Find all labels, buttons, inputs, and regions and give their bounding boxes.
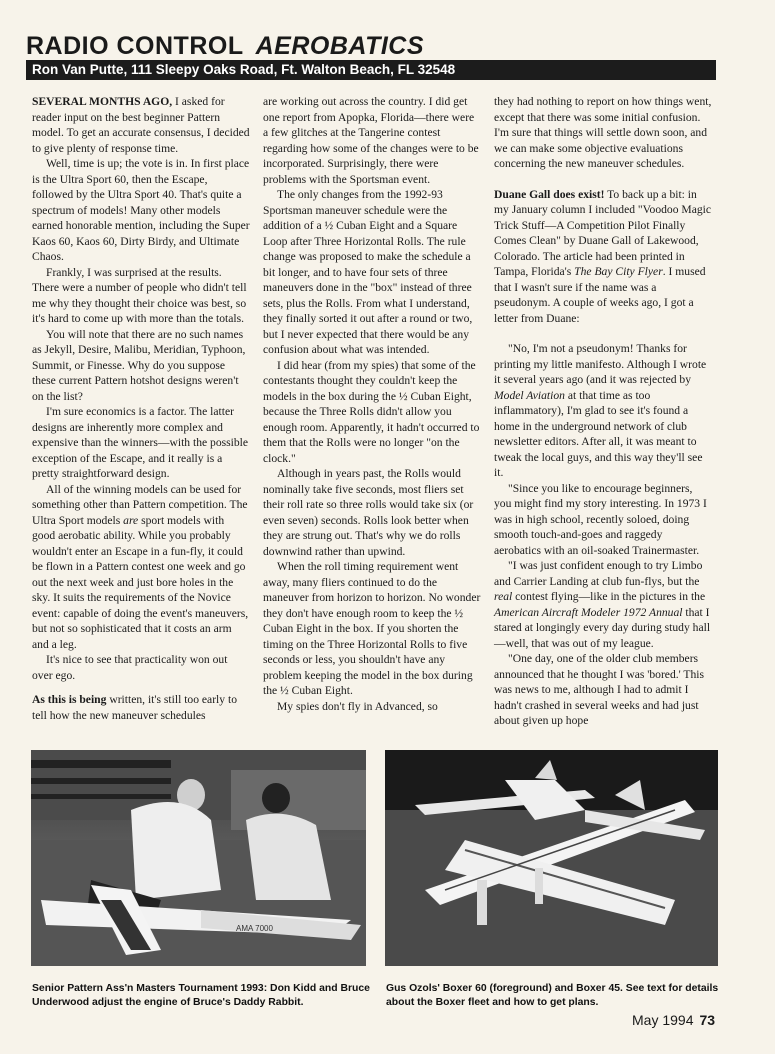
paragraph: "Since you like to encourage beginners, you might find my story interesting. In 1973 I was in high school, recently soloed, doing smooth touch-and-goes and raggedy aerobatics with an oil-soaked Trainermaster. — [494, 481, 707, 557]
paragraph: When the roll timing requirement went away, many fliers continued to do the maneuver from horizon to horizon. No wonder they don't have enough room to keep the ½ Cuban Eight in the box. If you shorten the timing on the Three Horizontal Rolls to five seconds or less, you shouldn't have any problem keeping the model in the box during the ½ Cuban Eight. — [263, 560, 481, 697]
paragraph-text: I asked for reader input on the best beginner Pattern model. To get an accurate consensus, I decided to give plenty of response time. — [32, 95, 250, 155]
paragraph: I'm sure economics is a factor. The latter designs are inherently more complex and expensive than the winners—with the possible exception of the Escape, and it really is a pretty straightforward design. — [32, 405, 249, 480]
lead-in: Duane Gall does exist! — [494, 187, 605, 201]
emphasis: are — [123, 513, 139, 527]
paragraph — [32, 94, 250, 156]
photo-caption-left: Senior Pattern Ass'n Masters Tournament 1993: Don Kidd and Bruce Underwood adjust the engine of Bruce's Daddy Rabbit. — [32, 983, 370, 1008]
lead-in: As this is being — [32, 693, 107, 706]
author-byline-bar — [26, 60, 716, 80]
paragraph-text: that I stared at longingly every day during study hall—well, that was out of my league. — [494, 605, 711, 650]
paragraph: I did hear (from my spies) that some of the contestants thought they couldn't keep the models in the box during the ½ Cuban Eight, because the Three Rolls didn't allow you enough room. Apparently, it hadn't occurred to them that the Rolls were no longer "on the clock." — [263, 358, 480, 465]
paragraph — [494, 341, 712, 481]
emphasis: American Aircraft Modeler 1972 Annual — [494, 605, 683, 619]
paragraph-text: "No, I'm not a pseudonym! Thanks for printing my little manifesto. Although I wrote it several years ago (and it was rejected by — [494, 342, 707, 386]
paragraph-text: sport models with good aerobatic ability. While you probably wouldn't enter an Escape in a fun-fly, it could be flown in a Pattern contest one week and go out the next week and just bore holes in the sky. It suits the requirements of the Novice event: capable of doing the event's maneuvers, but not so sophisticated that it costs an arm and a leg. — [32, 513, 249, 651]
paragraph-text: To back up a bit: in my January column I included "Voodoo Magic Trick Stuff—A Competition Pilot Finally Comes Clean" by Duane Gall of Lakewood, Colorado. The article had been printed in Tampa, Florida's — [494, 187, 712, 278]
article-column-2 — [263, 94, 481, 714]
paragraph — [494, 558, 712, 651]
paragraph: "One day, one of the older club members announced that he thought I was 'bored.' This was news to me, although I had to admit I hadn't crashed in several weeks and had just about given up hope — [494, 652, 705, 727]
paragraph: Frankly, I was surprised at the results. There were a number of people who didn't tell me why they thought their choice was best, so it's hard to come up with more than the totals. — [32, 265, 247, 325]
paragraph-text: contest flying—like in the pictures in the — [512, 590, 706, 603]
paragraph-text: at that time as too inflammatory), I'm glad to see it's found a home in the underground network of club newsletter editors. After all, it was meant to tweak the local guys, and this way they'll see it. — [494, 388, 703, 479]
photo-boxer-planes — [385, 750, 718, 966]
paragraph-text: written, it's still too early to tell how the new maneuver schedules — [32, 693, 237, 722]
article-column-3 — [494, 94, 712, 729]
paragraph: Well, time is up; the vote is in. In first place is the Ultra Sport 60, then the Escape, followed by the Ultra Sport 40. That's quite a spectrum of models! Many other models earned honorable mention, including the Super Kaos 60, Kaos 60, Dirty Birdy, and Ultimate Chaos. — [32, 157, 250, 263]
paragraph — [32, 692, 250, 723]
paragraph: they had nothing to report on how things went, except that there was some initial confusion. I'm sure that things will settle down soon, and we can make some objective evaluations concerning the new maneuver schedules. — [494, 95, 712, 170]
paragraph: You will note that there are no such names as Jekyll, Desire, Malibu, Meridian, Typhoon, Summit, or Finesse. Why do you suppose these current Pattern hotshot designs weren't on the list? — [32, 327, 246, 403]
plane-registration: AMA 7000 — [236, 924, 273, 933]
page-number: 73 — [699, 1012, 716, 1028]
paragraph: are working out across the country. I did get one report from Apopka, Florida—there were a few glitches at the Tangerine contest regarding how some of the changes were to be incorporated. Surprisingly, there were problems with the Sportsman event. — [263, 95, 479, 186]
paragraph — [494, 187, 712, 327]
issue-date: May 1994 — [632, 1012, 694, 1028]
emphasis: Model Aviation — [494, 388, 565, 402]
author-byline: Ron Van Putte, 111 Sleepy Oaks Road, Ft. Walton Beach, FL 32548 — [32, 62, 456, 77]
title-italic: AEROBATICS — [255, 32, 425, 60]
paragraph-text: All of the winning models can be used for something other than Pattern competition. The Ultra Sport models — [32, 482, 248, 527]
emphasis: real — [494, 590, 513, 603]
paragraph: My spies don't fly in Advanced, so — [277, 699, 438, 713]
photo-image — [31, 750, 366, 966]
lead-in: SEVERAL MONTHS AGO, — [32, 95, 173, 108]
article-column-1 — [32, 94, 250, 723]
paragraph: Although in years past, the Rolls would nominally take five seconds, most fliers set their roll rate so three rolls would take six (or even seven) seconds. Rolls look better when they are strung out. That's why we do rolls downwind rather than upwind. — [263, 467, 474, 558]
photo-image — [385, 750, 718, 966]
paragraph: The only changes from the 1992-93 Sportsman maneuver schedule were the addition of a ½ Cuban Eight and a Square Loop after Three Horizontal Rolls. The rule change was proposed to make the schedule a bit longer, and to have four sets of three maneuvers done in the "box" instead of three sets, plus the Rolls. From what I understand, they finally sorted it out after a round or two, but I never expected that there would be any confusion about what was intended. — [263, 188, 473, 356]
page-footer — [632, 1012, 715, 1028]
paragraph: It's nice to see that practicality won out over ego. — [32, 653, 228, 682]
title-main: RADIO CONTROL — [26, 32, 244, 60]
paragraph — [32, 482, 250, 653]
photo-pattern-tournament — [31, 750, 366, 966]
paragraph-text: . I mused that I wasn't sure if the name was a pseudonym. A couple of weeks ago, I got a letter from Duane: — [494, 265, 706, 325]
emphasis: The Bay City Flyer — [574, 265, 663, 278]
paragraph-text: "I was just confident enough to try Limbo and Carrier Landing at club fun-flys, but the — [494, 559, 703, 588]
photo-caption-right: Gus Ozols' Boxer 60 (foreground) and Boxer 45. See text for details about the Boxer fleet and how to get plans. — [386, 983, 719, 1008]
